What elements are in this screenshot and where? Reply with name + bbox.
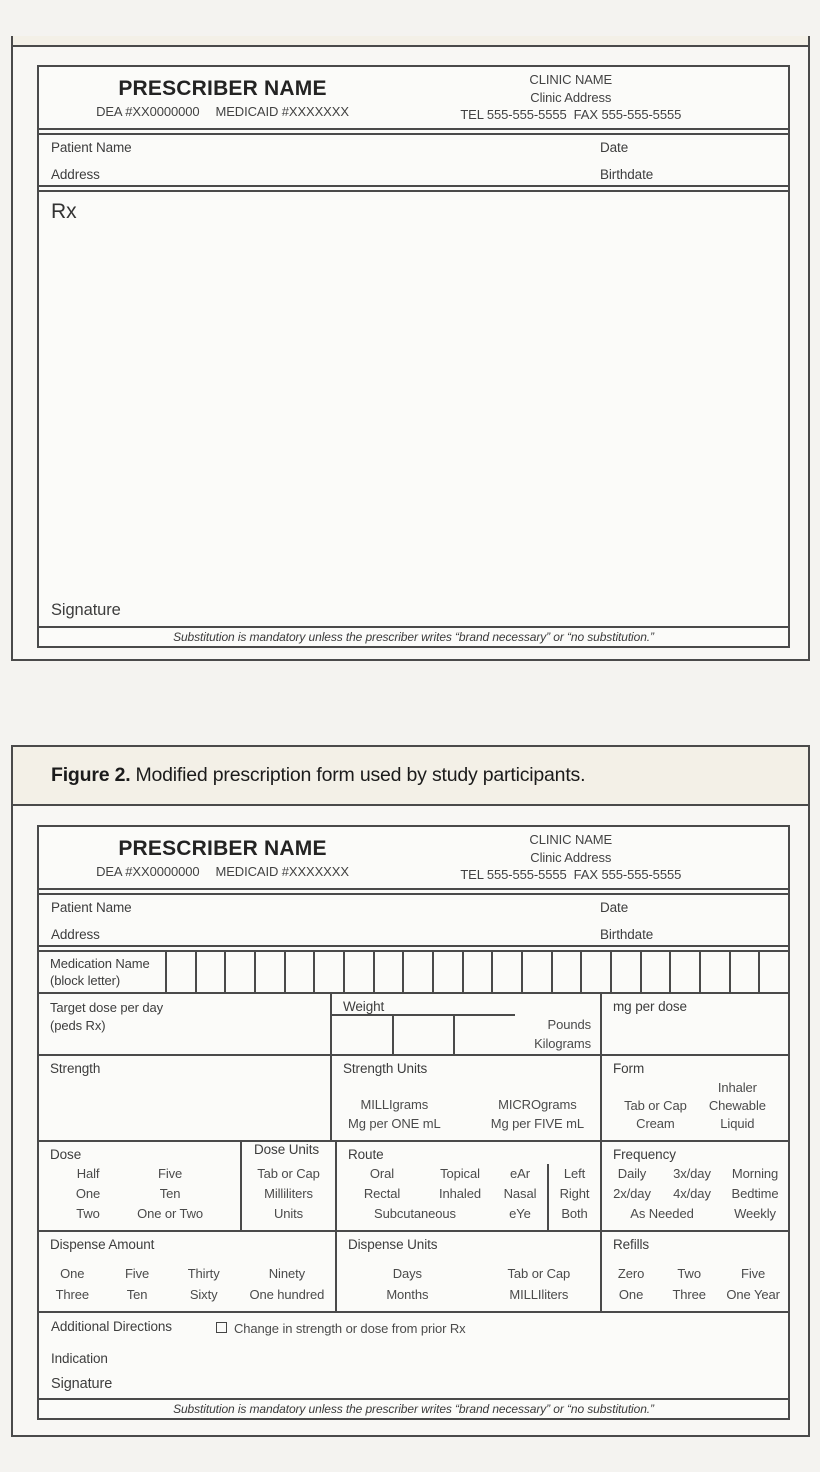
divider (39, 945, 788, 952)
dose-options-col2 (137, 1164, 203, 1224)
change-strength-checkbox[interactable] (216, 1322, 227, 1333)
target-dose-row (39, 994, 788, 1056)
substitution-note (39, 626, 788, 646)
weight-label: Weight (343, 999, 385, 1014)
dose-units-options[interactable] (242, 1164, 335, 1224)
medication-letter-box[interactable] (462, 952, 492, 992)
dose-options[interactable] (39, 1164, 240, 1224)
option-two: Two (677, 1266, 701, 1281)
refills-options[interactable] (602, 1263, 788, 1305)
form-label: Form (613, 1061, 645, 1076)
mg-per-dose-cell (602, 994, 788, 1054)
option-five: Five (157, 1166, 183, 1181)
dose-row (39, 1142, 788, 1232)
patient-name-label: Patient Name (51, 140, 132, 155)
dispense-row (39, 1232, 788, 1313)
dispense-units-cell (337, 1232, 602, 1311)
option-milligrams-line2: Mg per ONE mL (348, 1116, 441, 1131)
frequency-options[interactable] (602, 1164, 788, 1230)
medication-letter-box[interactable] (195, 952, 225, 992)
form-cell (602, 1056, 788, 1140)
medication-letter-box[interactable] (521, 952, 551, 992)
signature-label: Signature (51, 601, 121, 619)
clinic-block (406, 831, 736, 884)
dea-medicaid-line (39, 864, 406, 879)
medication-letter-box[interactable] (491, 952, 521, 992)
figure-caption-band-cropped (13, 36, 808, 47)
option-2x-day: 2x/day (613, 1186, 651, 1201)
option-chewable: Chewable (708, 1098, 766, 1113)
option-subcutaneous: Subcutaneous (374, 1206, 456, 1221)
option-ninety: Ninety (268, 1266, 306, 1281)
dea-medicaid-line (39, 104, 406, 119)
clinic-tel: TEL 555-555-5555 (460, 107, 567, 123)
birthdate-label: Birthdate (600, 927, 654, 942)
medication-letter-box[interactable] (758, 952, 788, 992)
option-liquid: Liquid (720, 1116, 755, 1131)
rx-symbol: Rx (51, 200, 77, 223)
medication-name-label-line1: Medication Name (50, 956, 150, 971)
substitution-note-text: Substitution is mandatory unless the prescriber writes “brand necessary” or “no substitution.” (173, 1402, 654, 1416)
option-one: One (75, 1186, 101, 1201)
option-milligrams-line1: MILLIgrams (360, 1097, 429, 1112)
option-two: Two (76, 1206, 100, 1221)
route-grid (337, 1164, 547, 1230)
option-one-or-two: One or Two (137, 1206, 204, 1221)
medication-letter-box[interactable] (402, 952, 432, 992)
weight-unit-kilograms: Kilograms (534, 1036, 591, 1051)
prescriber-block (39, 77, 406, 119)
dose-cell (39, 1142, 242, 1230)
option-as-needed: As Needed (630, 1206, 694, 1221)
date-label: Date (600, 900, 629, 915)
medication-name-label (39, 952, 167, 992)
option-inhaler: Inhaler (717, 1080, 757, 1095)
medication-name-row (39, 952, 788, 994)
dose-units-label: Dose Units (253, 1142, 320, 1157)
medication-name-label-line2: (block letter) (50, 972, 121, 988)
option-topical: Topical (440, 1166, 480, 1181)
option-one: One (60, 1266, 85, 1281)
option-inhaled: Inhaled (439, 1186, 481, 1201)
patient-name-label: Patient Name (51, 900, 132, 915)
rx-write-area[interactable] (39, 192, 788, 626)
figure-2-caption (13, 747, 808, 806)
option-ten: Ten (159, 1186, 181, 1201)
dispense-amount-row1 (39, 1263, 335, 1284)
target-dose-sublabel: (peds Rx) (50, 1018, 106, 1033)
prescriber-block (39, 837, 406, 879)
dispense-amount-label: Dispense Amount (50, 1237, 155, 1252)
patient-info-section (39, 135, 788, 185)
option-3x-day: 3x/day (673, 1166, 711, 1181)
dispense-units-col2 (478, 1263, 600, 1305)
medication-letter-box[interactable] (167, 952, 195, 992)
weight-boxes (332, 1014, 515, 1054)
indication-label: Indication (51, 1351, 108, 1366)
option-thirty: Thirty (187, 1266, 220, 1281)
birthdate-label: Birthdate (600, 167, 654, 182)
medicaid-number: MEDICAID #XXXXXXX (215, 863, 349, 879)
clinic-address: Clinic Address (530, 849, 612, 865)
option-both: Both (561, 1206, 588, 1221)
option-zero: Zero (617, 1266, 645, 1281)
divider (39, 888, 788, 895)
prescriber-name: PRESCRIBER NAME (118, 76, 327, 100)
form-options (602, 1079, 788, 1133)
option-morning: Morning (731, 1166, 779, 1181)
option-five: Five (741, 1266, 766, 1281)
medication-letter-box[interactable] (224, 952, 254, 992)
option-sixty: Sixty (189, 1287, 218, 1302)
frequency-cell (602, 1142, 788, 1230)
refills-row2 (602, 1284, 788, 1305)
clinic-telfax (406, 866, 736, 884)
dose-options-col1 (76, 1164, 100, 1224)
medication-letter-boxes (167, 952, 788, 992)
weight-units (534, 1015, 591, 1053)
route-cell (337, 1142, 602, 1230)
option-half: Half (76, 1166, 100, 1181)
option-five: Five (124, 1266, 150, 1281)
option-days: Days (392, 1266, 422, 1281)
refills-label: Refills (613, 1237, 650, 1252)
change-strength-checkbox-label: Change in strength or dose from prior Rx (234, 1321, 466, 1336)
medication-letter-box[interactable] (610, 952, 640, 992)
clinic-block (406, 71, 736, 124)
medication-letter-box[interactable] (580, 952, 610, 992)
medication-letter-box[interactable] (640, 952, 670, 992)
form-options-col2[interactable] (709, 1079, 766, 1133)
option-4x-day: 4x/day (673, 1186, 711, 1201)
strength-units-cell (332, 1056, 602, 1140)
form-header (39, 827, 788, 888)
substitution-note-text: Substitution is mandatory unless the prescriber writes “brand necessary” or “no substitution.” (173, 630, 654, 644)
clinic-name: CLINIC NAME (529, 72, 613, 88)
clinic-tel: TEL 555-555-5555 (460, 867, 567, 883)
weight-box[interactable] (392, 1016, 454, 1054)
form-options-col1[interactable] (624, 1097, 687, 1133)
mg-per-dose-label: mg per dose (613, 999, 687, 1014)
additional-directions-row (39, 1313, 788, 1398)
medicaid-number: MEDICAID #XXXXXXX (215, 103, 349, 119)
substitution-note (39, 1398, 788, 1418)
additional-directions-label: Additional Directions (51, 1319, 172, 1334)
medication-letter-box[interactable] (254, 952, 284, 992)
option-months: Months (386, 1287, 429, 1302)
medication-letter-box[interactable] (284, 952, 314, 992)
address-label: Address (51, 167, 100, 182)
clinic-address: Clinic Address (530, 89, 612, 105)
weight-cell (332, 994, 602, 1054)
figure-2-caption-number: Figure 2. (51, 764, 131, 786)
frequency-label: Frequency (613, 1147, 676, 1162)
option-right: Right (559, 1186, 590, 1201)
option-eye: eYe (509, 1206, 531, 1221)
strength-cell (39, 1056, 332, 1140)
form-header (39, 67, 788, 128)
medication-letter-box[interactable] (313, 952, 343, 992)
signature-label: Signature (51, 1376, 113, 1392)
option-milliliters-caps: MILLIliters (509, 1287, 569, 1302)
dose-label: Dose (50, 1147, 82, 1162)
clinic-fax: FAX 555-555-5555 (573, 867, 682, 883)
target-dose-cell (39, 994, 332, 1054)
option-micrograms-line2: Mg per FIVE mL (490, 1116, 584, 1131)
weight-box[interactable] (453, 1016, 515, 1054)
option-cream: Cream (636, 1116, 675, 1131)
option-left: Left (563, 1166, 586, 1181)
divider (39, 185, 788, 192)
route-label: Route (348, 1147, 384, 1162)
dispense-amount-options[interactable] (39, 1263, 335, 1305)
strength-row (39, 1056, 788, 1142)
medication-letter-box[interactable] (373, 952, 403, 992)
dea-number: DEA #XX0000000 (96, 863, 200, 879)
medication-letter-box[interactable] (343, 952, 373, 992)
change-strength-checkbox-group (216, 1321, 466, 1336)
medication-letter-box[interactable] (432, 952, 462, 992)
option-rectal: Rectal (363, 1186, 401, 1201)
route-side-options[interactable] (547, 1164, 600, 1230)
option-units: Units (273, 1206, 304, 1221)
prescription-form-modified (37, 825, 790, 1420)
option-ear: eAr (510, 1166, 530, 1181)
route-options[interactable] (337, 1164, 600, 1230)
date-label: Date (600, 140, 629, 155)
option-tab-or-cap: Tab or Cap (624, 1098, 687, 1113)
refills-cell (602, 1232, 788, 1311)
option-micrograms-line1: MICROgrams (498, 1097, 577, 1112)
option-one-hundred: One hundred (249, 1287, 325, 1302)
option-weekly: Weekly (734, 1206, 776, 1221)
option-daily: Daily (617, 1166, 647, 1181)
option-tab-or-cap: Tab or Cap (507, 1266, 571, 1281)
clinic-telfax (406, 106, 736, 124)
prescription-form-standard (37, 65, 790, 648)
divider (39, 128, 788, 135)
clinic-fax: FAX 555-555-5555 (573, 107, 682, 123)
option-three: Three (672, 1287, 706, 1302)
strength-units-label: Strength Units (343, 1061, 428, 1076)
medication-letter-box[interactable] (729, 952, 759, 992)
address-label: Address (51, 927, 100, 942)
patient-info-section (39, 895, 788, 945)
option-tab-or-cap: Tab or Cap (257, 1166, 320, 1181)
weight-box[interactable] (332, 1016, 392, 1054)
prescriber-name: PRESCRIBER NAME (118, 836, 327, 860)
weight-unit-pounds: Pounds (547, 1017, 591, 1032)
refills-row1 (602, 1263, 788, 1284)
option-oral: Oral (369, 1166, 395, 1181)
option-bedtime: Bedtime (731, 1186, 779, 1201)
option-one: One (618, 1287, 644, 1302)
dea-number: DEA #XX0000000 (96, 103, 200, 119)
dispense-units-label: Dispense Units (348, 1237, 438, 1252)
strength-label: Strength (50, 1061, 101, 1076)
dispense-amount-row2 (39, 1284, 335, 1305)
option-milligrams[interactable] (348, 1095, 441, 1133)
strength-units-options (332, 1095, 600, 1133)
dispense-units-options[interactable] (337, 1263, 600, 1305)
medication-letter-box[interactable] (669, 952, 699, 992)
target-dose-label: Target dose per day (50, 1000, 164, 1015)
clinic-name: CLINIC NAME (529, 832, 613, 848)
medication-letter-box[interactable] (699, 952, 729, 992)
option-three: Three (55, 1287, 90, 1302)
option-micrograms[interactable] (491, 1095, 584, 1133)
option-ten: Ten (126, 1287, 148, 1302)
figure-2-caption-text: Modified prescription form used by study participants. (135, 764, 586, 786)
option-nasal: Nasal (503, 1186, 537, 1201)
option-one-year: One Year (726, 1287, 780, 1302)
dispense-amount-cell (39, 1232, 337, 1311)
dose-units-cell (242, 1142, 337, 1230)
option-milliliters: Milliliters (264, 1186, 313, 1201)
dispense-units-col1 (337, 1263, 478, 1305)
medication-letter-box[interactable] (551, 952, 581, 992)
